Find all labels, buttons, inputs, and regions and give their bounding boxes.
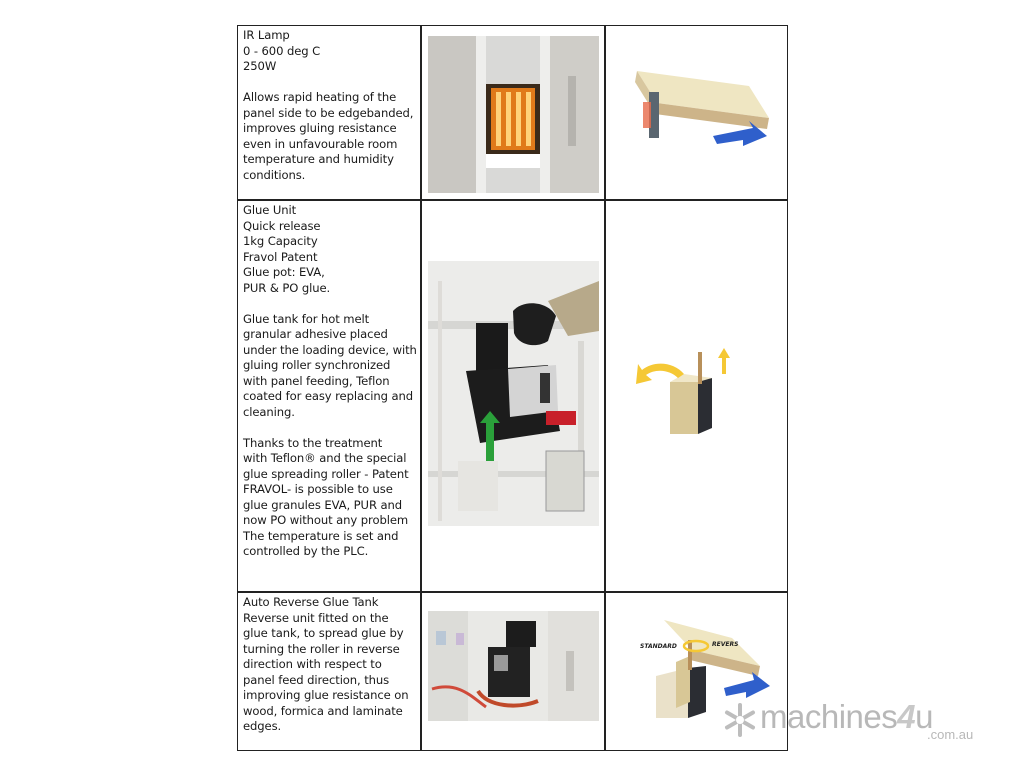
- reverse-tank-desc-line: panel feed direction, thus: [243, 672, 390, 687]
- row-divider: [238, 199, 787, 201]
- revers-label: REVERS: [712, 641, 739, 648]
- glue-unit-desc-line: cleaning.: [243, 404, 295, 419]
- ir-lamp-desc-line: conditions.: [243, 167, 306, 182]
- ir-lamp-range: 0 - 600 deg C: [243, 43, 321, 58]
- ir-lamp-text: [243, 28, 421, 183]
- watermark-name: machines: [760, 698, 898, 735]
- reverse-tank-desc-line: glue tank, to spread glue by: [243, 626, 404, 640]
- glue-unit-spec: PUR & PO glue.: [243, 280, 331, 295]
- reverse-tank-text: [243, 595, 421, 735]
- reverse-tank-title: Auto Reverse Glue Tank: [243, 595, 379, 609]
- reverse-tank-desc-line: edges.: [243, 719, 282, 733]
- glue-unit-desc-line: with panel feeding, Teflon: [243, 373, 390, 388]
- glue-unit-spec: 1kg Capacity: [243, 234, 318, 248]
- ir-lamp-desc-line: even in unfavourable room: [243, 136, 398, 151]
- reverse-tank-photo: [428, 611, 599, 721]
- watermark-letter: u: [915, 698, 933, 735]
- watermark-domain: .com.au: [927, 727, 974, 742]
- standard-label: STANDARD: [640, 643, 677, 650]
- ir-lamp-diagram-icon: [631, 66, 776, 156]
- ir-lamp-power: 250W: [243, 59, 277, 73]
- ir-lamp-photo: [428, 36, 599, 193]
- glue-unit-desc-line: The temperature is set and: [243, 528, 399, 543]
- reverse-tank-desc-line: direction with respect to: [243, 657, 382, 671]
- ir-lamp-desc-line: improves gluing resistance: [243, 121, 397, 135]
- glue-unit-desc-line: glue spreading roller - Patent: [243, 466, 409, 481]
- ir-lamp-desc-line: temperature and humidity: [243, 152, 394, 166]
- glue-unit-desc-line: Glue tank for hot melt: [243, 311, 370, 326]
- row-divider: [238, 591, 787, 593]
- reverse-tank-desc-line: Reverse unit fitted on the: [243, 610, 389, 625]
- glue-unit-desc-line: with Teflon® and the special: [243, 451, 407, 465]
- glue-unit-desc-line: Thanks to the treatment: [243, 435, 383, 450]
- reverse-tank-desc-line: wood, formica and laminate: [243, 703, 403, 718]
- machines4u-watermark: [722, 700, 992, 744]
- column-divider: [604, 26, 606, 750]
- ir-lamp-title: IR Lamp: [243, 28, 290, 42]
- watermark-digit: 4: [897, 698, 916, 735]
- glue-unit-spec: Fravol Patent: [243, 249, 318, 264]
- ir-lamp-desc-line: panel side to be edgebanded,: [243, 105, 414, 120]
- reverse-tank-desc-line: improving glue resistance on: [243, 688, 409, 702]
- glue-unit-photo: [428, 261, 599, 526]
- glue-unit-desc-line: gluing roller synchronized: [243, 358, 391, 372]
- glue-unit-desc-line: coated for easy replacing and: [243, 389, 413, 403]
- glue-unit-desc-line: controlled by the PLC.: [243, 544, 369, 558]
- reverse-tank-desc-line: turning the roller in reverse: [243, 641, 400, 656]
- glue-unit-text: [243, 203, 421, 560]
- glue-unit-spec: Glue pot: EVA,: [243, 265, 325, 279]
- glue-unit-desc-line: granular adhesive placed: [243, 327, 388, 341]
- glue-unit-desc-line: now PO without any problem: [243, 513, 409, 527]
- glue-unit-desc-line: under the loading device, with: [243, 342, 417, 357]
- watermark-wordmark: [760, 698, 933, 736]
- glue-unit-desc-line: glue granules EVA, PUR and: [243, 497, 402, 512]
- ir-lamp-desc-line: Allows rapid heating of the: [243, 90, 397, 104]
- glue-unit-title: Glue Unit: [243, 203, 297, 217]
- glue-unit-desc-line: FRAVOL- is possible to use: [243, 482, 393, 496]
- glue-unit-diagram-icon: [634, 348, 734, 440]
- snowflake-logo-icon: [722, 702, 758, 738]
- spec-table: [237, 25, 788, 751]
- glue-unit-spec: Quick release: [243, 218, 321, 233]
